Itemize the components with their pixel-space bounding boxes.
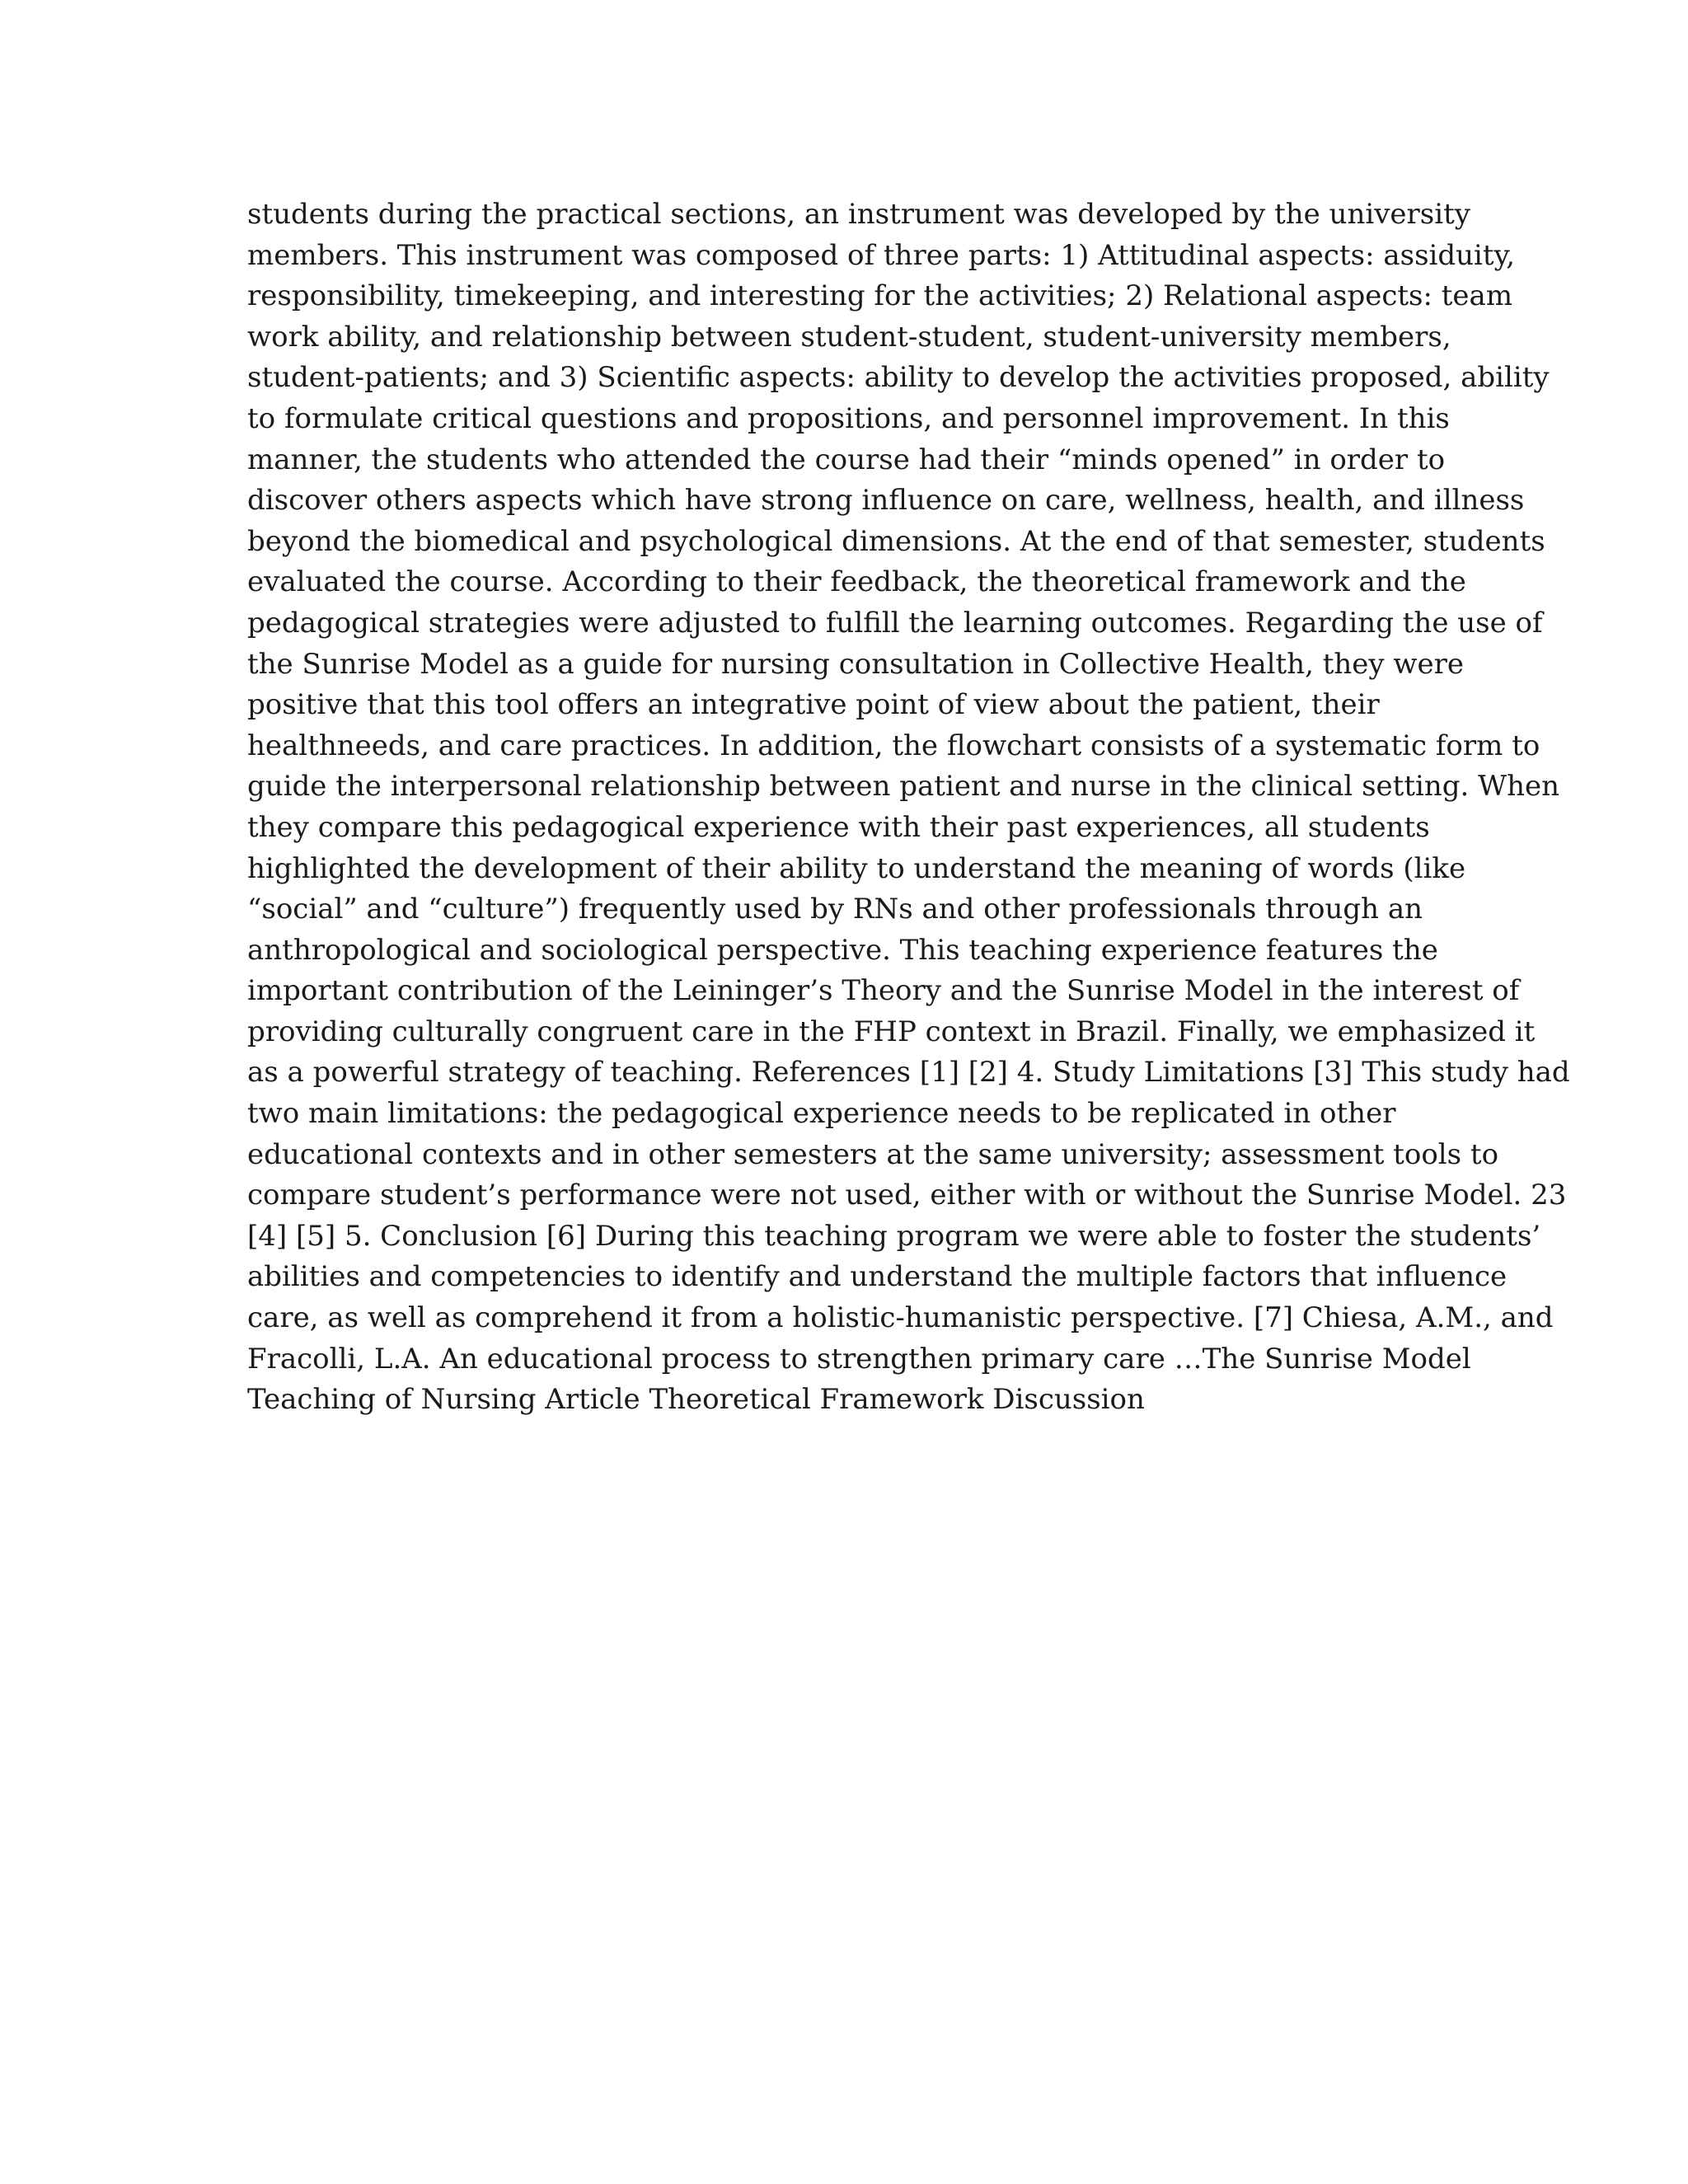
text-line: as a powerful strategy of teaching. References [1] [2] 4. Study Limitations [3] This study had — [247, 1056, 1570, 1090]
body-text — [247, 194, 1570, 1421]
text-line: evaluated the course. According to their feedback, the theoretical framework and the — [247, 565, 1466, 599]
text-line: care, as well as comprehend it from a holistic-humanistic perspective. [7] Chiesa, A.M., and — [247, 1301, 1554, 1335]
text-line: highlighted the development of their ability to understand the meaning of words (like — [247, 851, 1466, 885]
text-line: they compare this pedagogical experience with their past experiences, all students — [247, 810, 1430, 844]
text-line: Fracolli, L.A. An educational process to strengthen primary care …The Sunrise Model — [247, 1342, 1471, 1376]
text-line: “social” and “culture”) frequently used by RNs and other professionals through an — [247, 893, 1423, 926]
text-line: student-patients; and 3) Scientific aspects: ability to develop the activities proposed, ability — [247, 361, 1550, 395]
text-line: positive that this tool offers an integrative point of view about the patient, their — [247, 688, 1380, 722]
text-line: Teaching of Nursing Article Theoretical Framework Discussion — [247, 1383, 1145, 1417]
text-line: important contribution of the Leininger’s Theory and the Sunrise Model in the interest of — [247, 974, 1520, 1008]
text-line: anthropological and sociological perspective. This teaching experience features the — [247, 933, 1438, 967]
text-line: to formulate critical questions and propositions, and personnel improvement. In this — [247, 401, 1450, 435]
text-line: abilities and competencies to identify and understand the multiple factors that influence — [247, 1260, 1507, 1294]
text-line: students during the practical sections, an instrument was developed by the university — [247, 198, 1470, 231]
text-line: members. This instrument was composed of three parts: 1) Attitudinal aspects: assiduity, — [247, 238, 1516, 272]
text-line: guide the interpersonal relationship between patient and nurse in the clinical setting. When — [247, 770, 1560, 804]
text-line: beyond the biomedical and psychological dimensions. At the end of that semester, students — [247, 524, 1545, 558]
text-line: providing culturally congruent care in the FHP context in Brazil. Finally, we emphasized it — [247, 1015, 1536, 1048]
text-line: manner, the students who attended the course had their “minds opened” in order to — [247, 443, 1446, 476]
text-line: compare student’s performance were not used, either with or without the Sunrise Model. 23 — [247, 1179, 1567, 1212]
text-line: two main limitations: the pedagogical experience needs to be replicated in other — [247, 1097, 1396, 1131]
text-line: responsibility, timekeeping, and interesting for the activities; 2) Relational aspects: team — [247, 279, 1513, 313]
text-line: work ability, and relationship between student-student, student-university members, — [247, 320, 1451, 354]
text-line: pedagogical strategies were adjusted to fulfill the learning outcomes. Regarding the use of — [247, 606, 1543, 640]
text-line: discover others aspects which have strong influence on care, wellness, health, and illness — [247, 484, 1525, 518]
text-line: educational contexts and in other semesters at the same university; assessment tools to — [247, 1137, 1499, 1171]
text-line: [4] [5] 5. Conclusion [6] During this teaching program we were able to foster the students’ — [247, 1219, 1541, 1253]
text-line: the Sunrise Model as a guide for nursing consultation in Collective Health, they were — [247, 647, 1465, 681]
text-line: healthneeds, and care practices. In addition, the flowchart consists of a systematic form to — [247, 729, 1540, 762]
